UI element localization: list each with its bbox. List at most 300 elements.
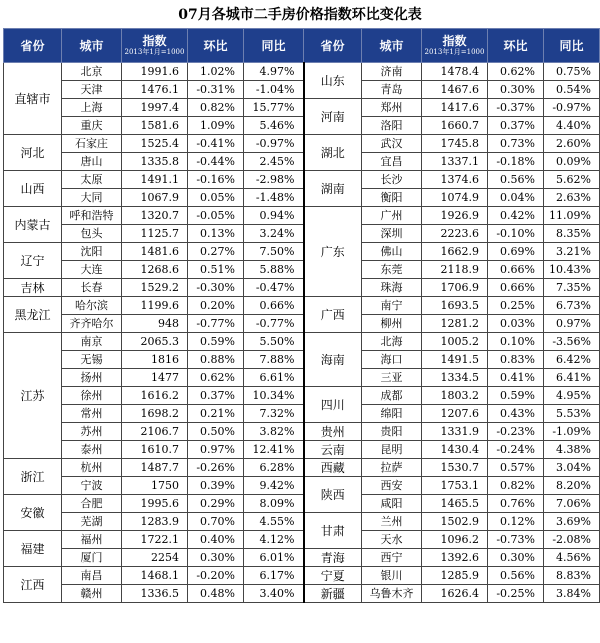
index-cell: 1750 (122, 477, 188, 495)
mom-cell: 0.82% (488, 477, 544, 495)
header-index-base: 2013年1月=1000 (124, 48, 185, 56)
city-cell: 武汉 (362, 135, 422, 153)
yoy-cell: 5.53% (544, 405, 600, 423)
mom-cell: 0.83% (488, 351, 544, 369)
province-cell: 海南 (304, 333, 362, 387)
index-cell: 1096.2 (422, 531, 488, 549)
header-yoy: 同比 (244, 29, 304, 63)
city-cell: 广州 (362, 207, 422, 225)
index-cell: 2106.7 (122, 423, 188, 441)
header-city: 城市 (62, 29, 122, 63)
yoy-cell: 10.34% (244, 387, 304, 405)
mom-cell: 0.20% (188, 297, 244, 315)
mom-cell: -0.23% (488, 423, 544, 441)
yoy-cell: 7.88% (244, 351, 304, 369)
mom-cell: 0.42% (488, 207, 544, 225)
mom-cell: 0.69% (488, 243, 544, 261)
province-cell: 河南 (304, 99, 362, 135)
city-cell: 三亚 (362, 369, 422, 387)
city-cell: 大同 (62, 189, 122, 207)
table-row (4, 225, 600, 243)
index-cell: 1616.2 (122, 387, 188, 405)
index-cell: 1693.5 (422, 297, 488, 315)
city-cell: 乌鲁木齐 (362, 585, 422, 603)
province-cell: 青海 (304, 549, 362, 567)
header-index (122, 29, 188, 63)
index-cell: 1525.4 (122, 135, 188, 153)
yoy-cell: 2.45% (244, 153, 304, 171)
mom-cell: 0.25% (488, 297, 544, 315)
city-cell: 齐齐哈尔 (62, 315, 122, 333)
mom-cell: -0.25% (488, 585, 544, 603)
mom-cell: -0.10% (488, 225, 544, 243)
table-row (4, 423, 600, 441)
index-cell: 1706.9 (422, 279, 488, 297)
yoy-cell: 8.83% (544, 567, 600, 585)
yoy-cell: 6.17% (244, 567, 304, 585)
mom-cell: 0.62% (188, 369, 244, 387)
index-cell: 1753.1 (422, 477, 488, 495)
index-cell: 2254 (122, 549, 188, 567)
yoy-cell: -1.09% (544, 423, 600, 441)
index-cell: 1067.9 (122, 189, 188, 207)
city-cell: 重庆 (62, 117, 122, 135)
index-cell: 1530.7 (422, 459, 488, 477)
mom-cell: -0.30% (188, 279, 244, 297)
index-cell: 1125.7 (122, 225, 188, 243)
yoy-cell: 2.60% (544, 135, 600, 153)
index-cell: 1467.6 (422, 81, 488, 99)
mom-cell: 1.02% (188, 63, 244, 81)
yoy-cell: 7.06% (544, 495, 600, 513)
province-cell: 云南 (304, 441, 362, 459)
index-cell: 2223.6 (422, 225, 488, 243)
index-cell: 1487.7 (122, 459, 188, 477)
mom-cell: 0.39% (188, 477, 244, 495)
yoy-cell: 6.42% (544, 351, 600, 369)
index-cell: 1320.7 (122, 207, 188, 225)
mom-cell: 0.27% (188, 243, 244, 261)
province-cell: 陕西 (304, 477, 362, 513)
mom-cell: -0.77% (188, 315, 244, 333)
mom-cell: 0.66% (488, 261, 544, 279)
mom-cell: 0.03% (488, 315, 544, 333)
city-cell: 包头 (62, 225, 122, 243)
city-cell: 上海 (62, 99, 122, 117)
yoy-cell: -2.98% (244, 171, 304, 189)
city-cell: 海口 (362, 351, 422, 369)
yoy-cell: 7.35% (544, 279, 600, 297)
table-row (4, 81, 600, 99)
index-cell: 1430.4 (422, 441, 488, 459)
province-cell: 湖南 (304, 171, 362, 207)
city-cell: 芜湖 (62, 513, 122, 531)
mom-cell: 0.66% (488, 279, 544, 297)
header-index-label: 指数 (442, 34, 467, 48)
yoy-cell: 6.61% (244, 369, 304, 387)
index-cell: 1529.2 (122, 279, 188, 297)
index-cell: 1199.6 (122, 297, 188, 315)
table-row (4, 207, 600, 225)
table-row (4, 387, 600, 405)
city-cell: 北海 (362, 333, 422, 351)
mom-cell: 0.62% (488, 63, 544, 81)
yoy-cell: 3.24% (244, 225, 304, 243)
city-cell: 郑州 (362, 99, 422, 117)
province-cell: 直辖市 (4, 63, 62, 135)
province-cell: 贵州 (304, 423, 362, 441)
city-cell: 天水 (362, 531, 422, 549)
mom-cell: 0.56% (488, 567, 544, 585)
mom-cell: 0.29% (188, 495, 244, 513)
index-cell: 1374.6 (422, 171, 488, 189)
city-cell: 宁波 (62, 477, 122, 495)
city-cell: 佛山 (362, 243, 422, 261)
index-cell: 1502.9 (422, 513, 488, 531)
mom-cell: 0.30% (488, 549, 544, 567)
index-cell: 1662.9 (422, 243, 488, 261)
province-cell: 四川 (304, 387, 362, 423)
mom-cell: -0.05% (188, 207, 244, 225)
mom-cell: 0.12% (488, 513, 544, 531)
yoy-cell: 3.04% (544, 459, 600, 477)
city-cell: 南宁 (362, 297, 422, 315)
mom-cell: 0.05% (188, 189, 244, 207)
mom-cell: 0.97% (188, 441, 244, 459)
table-row (4, 243, 600, 261)
index-cell: 1581.6 (122, 117, 188, 135)
index-cell: 1417.6 (422, 99, 488, 117)
table-row (4, 369, 600, 387)
index-cell: 1336.5 (122, 585, 188, 603)
city-cell: 银川 (362, 567, 422, 585)
city-cell: 南昌 (62, 567, 122, 585)
city-cell: 大连 (62, 261, 122, 279)
mom-cell: -0.37% (488, 99, 544, 117)
city-cell: 衡阳 (362, 189, 422, 207)
province-cell: 安徽 (4, 495, 62, 531)
yoy-cell: -3.56% (544, 333, 600, 351)
city-cell: 绵阳 (362, 405, 422, 423)
yoy-cell: 7.50% (244, 243, 304, 261)
index-cell: 1926.9 (422, 207, 488, 225)
yoy-cell: -0.97% (244, 135, 304, 153)
mom-cell: 0.13% (188, 225, 244, 243)
index-cell: 1335.8 (122, 153, 188, 171)
city-cell: 东莞 (362, 261, 422, 279)
province-cell: 江苏 (4, 333, 62, 459)
yoy-cell: 2.63% (544, 189, 600, 207)
city-cell: 福州 (62, 531, 122, 549)
yoy-cell: 4.40% (544, 117, 600, 135)
index-cell: 1465.5 (422, 495, 488, 513)
index-cell: 1991.6 (122, 63, 188, 81)
mom-cell: 0.59% (188, 333, 244, 351)
yoy-cell: 6.41% (544, 369, 600, 387)
header-row (4, 29, 600, 63)
index-cell: 1281.2 (422, 315, 488, 333)
city-cell: 西宁 (362, 549, 422, 567)
province-cell: 广西 (304, 297, 362, 333)
mom-cell: -0.18% (488, 153, 544, 171)
yoy-cell: 0.09% (544, 153, 600, 171)
province-cell: 湖北 (304, 135, 362, 171)
city-cell: 济南 (362, 63, 422, 81)
yoy-cell: 0.66% (244, 297, 304, 315)
mom-cell: 0.30% (188, 549, 244, 567)
yoy-cell: 3.69% (544, 513, 600, 531)
province-cell: 甘肃 (304, 513, 362, 549)
table-title: 07月各城市二手房价格指数环比变化表 (178, 7, 422, 23)
city-cell: 兰州 (362, 513, 422, 531)
index-cell: 1660.7 (422, 117, 488, 135)
price-index-table (3, 28, 600, 603)
mom-cell: -0.44% (188, 153, 244, 171)
city-cell: 长沙 (362, 171, 422, 189)
city-cell: 石家庄 (62, 135, 122, 153)
table-row (4, 549, 600, 567)
province-cell: 辽宁 (4, 243, 62, 279)
mom-cell: 0.70% (188, 513, 244, 531)
table-row (4, 297, 600, 315)
mom-cell: 0.30% (488, 81, 544, 99)
yoy-cell: -2.08% (544, 531, 600, 549)
table-row (4, 351, 600, 369)
yoy-cell: 3.40% (244, 585, 304, 603)
city-cell: 拉萨 (362, 459, 422, 477)
city-cell: 厦门 (62, 549, 122, 567)
table-row (4, 495, 600, 513)
yoy-cell: 5.50% (244, 333, 304, 351)
mom-cell: 0.40% (188, 531, 244, 549)
mom-cell: 0.57% (488, 459, 544, 477)
yoy-cell: -1.04% (244, 81, 304, 99)
index-cell: 1334.5 (422, 369, 488, 387)
mom-cell: -0.73% (488, 531, 544, 549)
table-row (4, 261, 600, 279)
yoy-cell: 0.54% (544, 81, 600, 99)
city-cell: 无锡 (62, 351, 122, 369)
yoy-cell: -0.97% (544, 99, 600, 117)
city-cell: 徐州 (62, 387, 122, 405)
header-index (422, 29, 488, 63)
index-cell: 1745.8 (422, 135, 488, 153)
mom-cell: 0.21% (188, 405, 244, 423)
mom-cell: 0.41% (488, 369, 544, 387)
mom-cell: 0.48% (188, 585, 244, 603)
city-cell: 常州 (62, 405, 122, 423)
city-cell: 赣州 (62, 585, 122, 603)
mom-cell: 0.37% (188, 387, 244, 405)
mom-cell: 0.10% (488, 333, 544, 351)
city-cell: 咸阳 (362, 495, 422, 513)
table-row (4, 189, 600, 207)
yoy-cell: 3.82% (244, 423, 304, 441)
mom-cell: -0.24% (488, 441, 544, 459)
index-cell: 1476.1 (122, 81, 188, 99)
index-cell: 1722.1 (122, 531, 188, 549)
mom-cell: 1.09% (188, 117, 244, 135)
index-cell: 1468.1 (122, 567, 188, 585)
province-cell: 宁夏 (304, 567, 362, 585)
city-cell: 深圳 (362, 225, 422, 243)
index-cell: 1207.6 (422, 405, 488, 423)
mom-cell: 0.51% (188, 261, 244, 279)
province-cell: 河北 (4, 135, 62, 171)
mom-cell: -0.41% (188, 135, 244, 153)
city-cell: 哈尔滨 (62, 297, 122, 315)
province-cell: 内蒙古 (4, 207, 62, 243)
city-cell: 苏州 (62, 423, 122, 441)
header-province: 省份 (304, 29, 362, 63)
yoy-cell: 5.88% (244, 261, 304, 279)
mom-cell: 0.04% (488, 189, 544, 207)
city-cell: 西安 (362, 477, 422, 495)
index-cell: 1491.5 (422, 351, 488, 369)
province-cell: 福建 (4, 531, 62, 567)
city-cell: 杭州 (62, 459, 122, 477)
table-row (4, 117, 600, 135)
mom-cell: 0.59% (488, 387, 544, 405)
province-cell: 浙江 (4, 459, 62, 495)
yoy-cell: 15.77% (244, 99, 304, 117)
yoy-cell: 4.56% (544, 549, 600, 567)
city-cell: 珠海 (362, 279, 422, 297)
table-row (4, 279, 600, 297)
city-cell: 洛阳 (362, 117, 422, 135)
table-row (4, 315, 600, 333)
mom-cell: 0.50% (188, 423, 244, 441)
table-row (4, 585, 600, 603)
mom-cell: 0.76% (488, 495, 544, 513)
table-row (4, 441, 600, 459)
province-cell: 广东 (304, 207, 362, 297)
yoy-cell: 4.12% (244, 531, 304, 549)
yoy-cell: 10.43% (544, 261, 600, 279)
mom-cell: -0.16% (188, 171, 244, 189)
table-row (4, 459, 600, 477)
table-body (4, 63, 600, 603)
table-row (4, 333, 600, 351)
city-cell: 昆明 (362, 441, 422, 459)
yoy-cell: 6.28% (244, 459, 304, 477)
index-cell: 1997.4 (122, 99, 188, 117)
table-row (4, 153, 600, 171)
province-cell: 吉林 (4, 279, 62, 297)
mom-cell: -0.26% (188, 459, 244, 477)
yoy-cell: 3.84% (544, 585, 600, 603)
mom-cell: -0.20% (188, 567, 244, 585)
table-row (4, 405, 600, 423)
mom-cell: 0.56% (488, 171, 544, 189)
header-mom: 环比 (488, 29, 544, 63)
yoy-cell: 8.09% (244, 495, 304, 513)
index-cell: 1995.6 (122, 495, 188, 513)
city-cell: 成都 (362, 387, 422, 405)
yoy-cell: 4.97% (244, 63, 304, 81)
index-cell: 1392.6 (422, 549, 488, 567)
city-cell: 宜昌 (362, 153, 422, 171)
province-cell: 西藏 (304, 459, 362, 477)
table-row (4, 63, 600, 81)
yoy-cell: 5.62% (544, 171, 600, 189)
province-cell: 江西 (4, 567, 62, 603)
header-province: 省份 (4, 29, 62, 63)
header-city: 城市 (362, 29, 422, 63)
index-cell: 1477 (122, 369, 188, 387)
mom-cell: 0.37% (488, 117, 544, 135)
header-index-label: 指数 (142, 34, 167, 48)
yoy-cell: 0.75% (544, 63, 600, 81)
yoy-cell: 8.35% (544, 225, 600, 243)
table-row (4, 171, 600, 189)
city-cell: 唐山 (62, 153, 122, 171)
yoy-cell: 4.38% (544, 441, 600, 459)
yoy-cell: 7.32% (244, 405, 304, 423)
index-cell: 1803.2 (422, 387, 488, 405)
mom-cell: 0.43% (488, 405, 544, 423)
index-cell: 1816 (122, 351, 188, 369)
city-cell: 太原 (62, 171, 122, 189)
city-cell: 南京 (62, 333, 122, 351)
province-cell: 新疆 (304, 585, 362, 603)
mom-cell: 0.73% (488, 135, 544, 153)
index-cell: 1331.9 (422, 423, 488, 441)
index-cell: 1478.4 (422, 63, 488, 81)
table-row (4, 531, 600, 549)
yoy-cell: 9.42% (244, 477, 304, 495)
table-row (4, 513, 600, 531)
province-cell: 山西 (4, 171, 62, 207)
yoy-cell: -0.47% (244, 279, 304, 297)
mom-cell: -0.31% (188, 81, 244, 99)
table-row (4, 99, 600, 117)
mom-cell: 0.82% (188, 99, 244, 117)
index-cell: 1337.1 (422, 153, 488, 171)
table-row (4, 135, 600, 153)
yoy-cell: 4.55% (244, 513, 304, 531)
index-cell: 1610.7 (122, 441, 188, 459)
index-cell: 948 (122, 315, 188, 333)
mom-cell: 0.88% (188, 351, 244, 369)
yoy-cell: 6.73% (544, 297, 600, 315)
province-cell: 黑龙江 (4, 297, 62, 333)
province-cell: 山东 (304, 63, 362, 99)
city-cell: 沈阳 (62, 243, 122, 261)
yoy-cell: 11.09% (544, 207, 600, 225)
header-index-base: 2013年1月=1000 (424, 48, 485, 56)
index-cell: 1698.2 (122, 405, 188, 423)
index-cell: 1005.2 (422, 333, 488, 351)
yoy-cell: 0.94% (244, 207, 304, 225)
yoy-cell: -1.48% (244, 189, 304, 207)
index-cell: 1268.6 (122, 261, 188, 279)
yoy-cell: 8.20% (544, 477, 600, 495)
yoy-cell: 6.01% (244, 549, 304, 567)
yoy-cell: -0.77% (244, 315, 304, 333)
city-cell: 长春 (62, 279, 122, 297)
index-cell: 1491.1 (122, 171, 188, 189)
index-cell: 1283.9 (122, 513, 188, 531)
header-mom: 环比 (188, 29, 244, 63)
city-cell: 青岛 (362, 81, 422, 99)
city-cell: 柳州 (362, 315, 422, 333)
yoy-cell: 12.41% (244, 441, 304, 459)
yoy-cell: 5.46% (244, 117, 304, 135)
index-cell: 1074.9 (422, 189, 488, 207)
header-yoy: 同比 (544, 29, 600, 63)
index-cell: 1626.4 (422, 585, 488, 603)
